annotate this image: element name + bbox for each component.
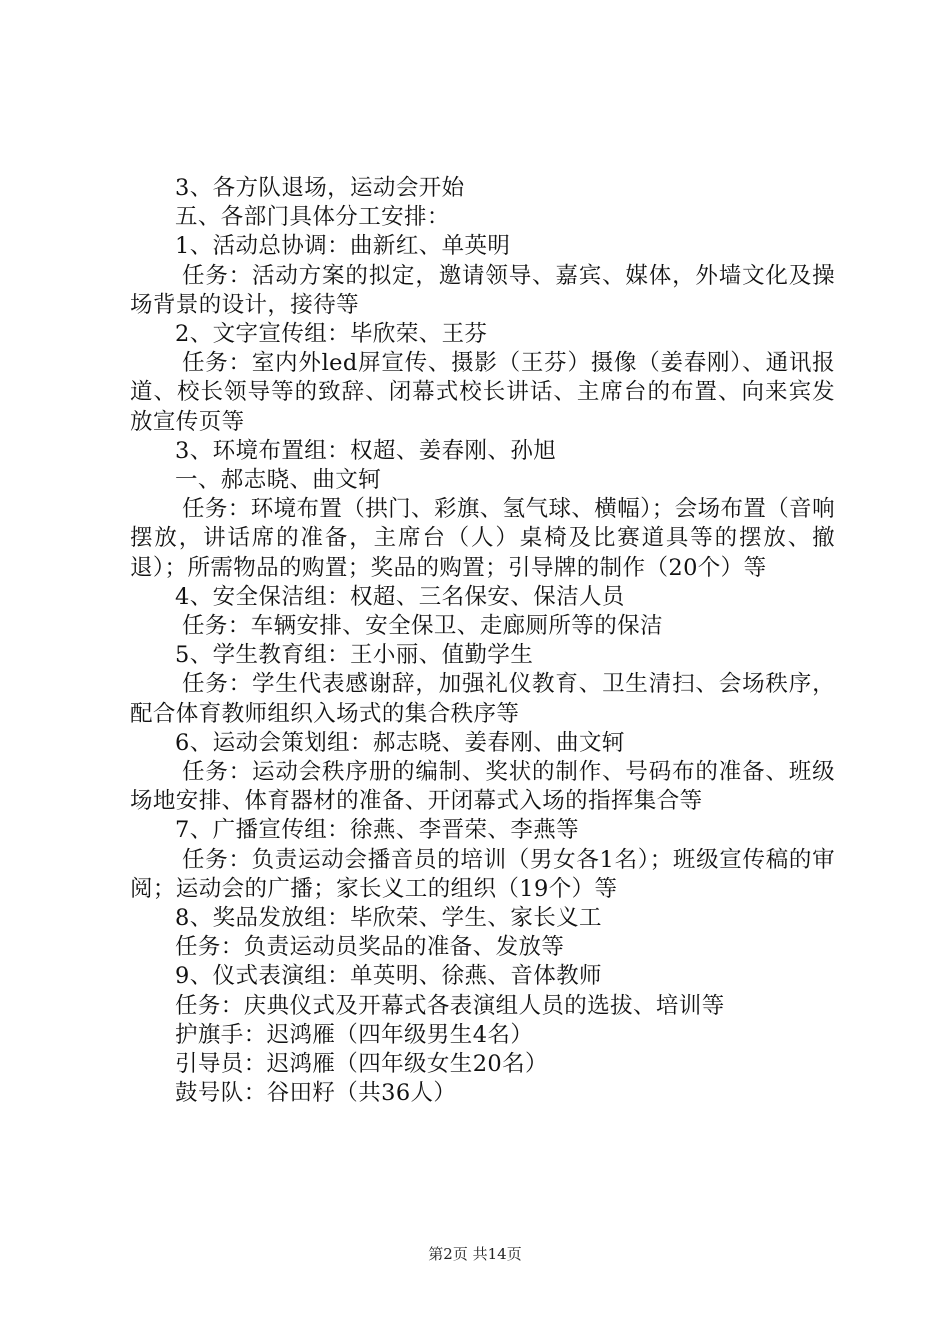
paragraph-4: 任务：活动方案的拟定，邀请领导、嘉宾、媒体，外墙文化及操场背景的设计，接待等 xyxy=(130,262,835,318)
document-body xyxy=(130,174,835,1109)
paragraph-12: 5、学生教育组：王小丽、值勤学生 xyxy=(175,642,534,669)
paragraph-16: 7、广播宣传组：徐燕、李晋荣、李燕等 xyxy=(175,817,580,844)
paragraph-23: 引导员：迟鸿雁（四年级女生20名） xyxy=(175,1051,548,1078)
paragraph-20: 9、仪式表演组：单英明、徐燕、音体教师 xyxy=(175,963,602,990)
paragraph-19: 任务：负责运动员奖品的准备、发放等 xyxy=(175,934,565,961)
paragraph-5: 2、文字宣传组：毕欣荣、王芬 xyxy=(175,321,488,348)
paragraph-9: 任务：环境布置（拱门、彩旗、氢气球、横幅）；会场布置（音响摆放，讲话席的准备，主席台（人）桌椅及比赛道具等的摆放、撤退）；所需物品的购置；奖品的购置；引导牌的制作（20个）等 xyxy=(130,496,835,581)
paragraph-24: 鼓号队：谷田籽（共36人） xyxy=(175,1080,457,1107)
paragraph-6: 任务：室内外led屏宣传、摄影（王芬）摄像（姜春刚）、通讯报道、校长领导等的致辞、闭幕式校长讲话、主席台的布置、向来宾发放宣传页等 xyxy=(130,350,835,435)
paragraph-13: 任务：学生代表感谢辞，加强礼仪教育、卫生清扫、会场秩序，配合体育教师组织入场式的集合秩序等 xyxy=(130,671,835,727)
paragraph-3: 1、活动总协调：曲新红、单英明 xyxy=(175,233,511,260)
paragraph-14: 6、运动会策划组：郝志晓、姜春刚、曲文轲 xyxy=(175,729,625,756)
paragraph-10: 4、安全保洁组：权超、三名保安、保洁人员 xyxy=(175,583,625,610)
page-number-footer: 第2页 共14页 xyxy=(428,1245,522,1263)
paragraph-17: 任务：负责运动会播音员的培训（男女各1名）；班级宣传稿的审阅；运动会的广播；家长义工的组织（19个）等 xyxy=(130,846,835,902)
paragraph-15: 任务：运动会秩序册的编制、奖状的制作、号码布的准备、班级场地安排、体育器材的准备、开闭幕式入场的指挥集合等 xyxy=(130,759,835,815)
paragraph-8: 一、郝志晓、曲文轲 xyxy=(175,467,382,494)
paragraph-2: 五、各部门具体分工安排： xyxy=(175,204,450,231)
paragraph-11: 任务：车辆安排、安全保卫、走廊厕所等的保洁 xyxy=(182,613,663,640)
paragraph-1: 3、各方队退场，运动会开始 xyxy=(175,175,465,201)
paragraph-22: 护旗手：迟鸿雁（四年级男生4名） xyxy=(175,1021,534,1048)
paragraph-18: 8、奖品发放组：毕欣荣、学生、家长义工 xyxy=(175,905,602,932)
paragraph-7: 3、环境布置组：权超、姜春刚、孙旭 xyxy=(175,437,557,464)
paragraph-21: 任务：庆典仪式及开幕式各表演组人员的选拔、培训等 xyxy=(175,992,725,1019)
